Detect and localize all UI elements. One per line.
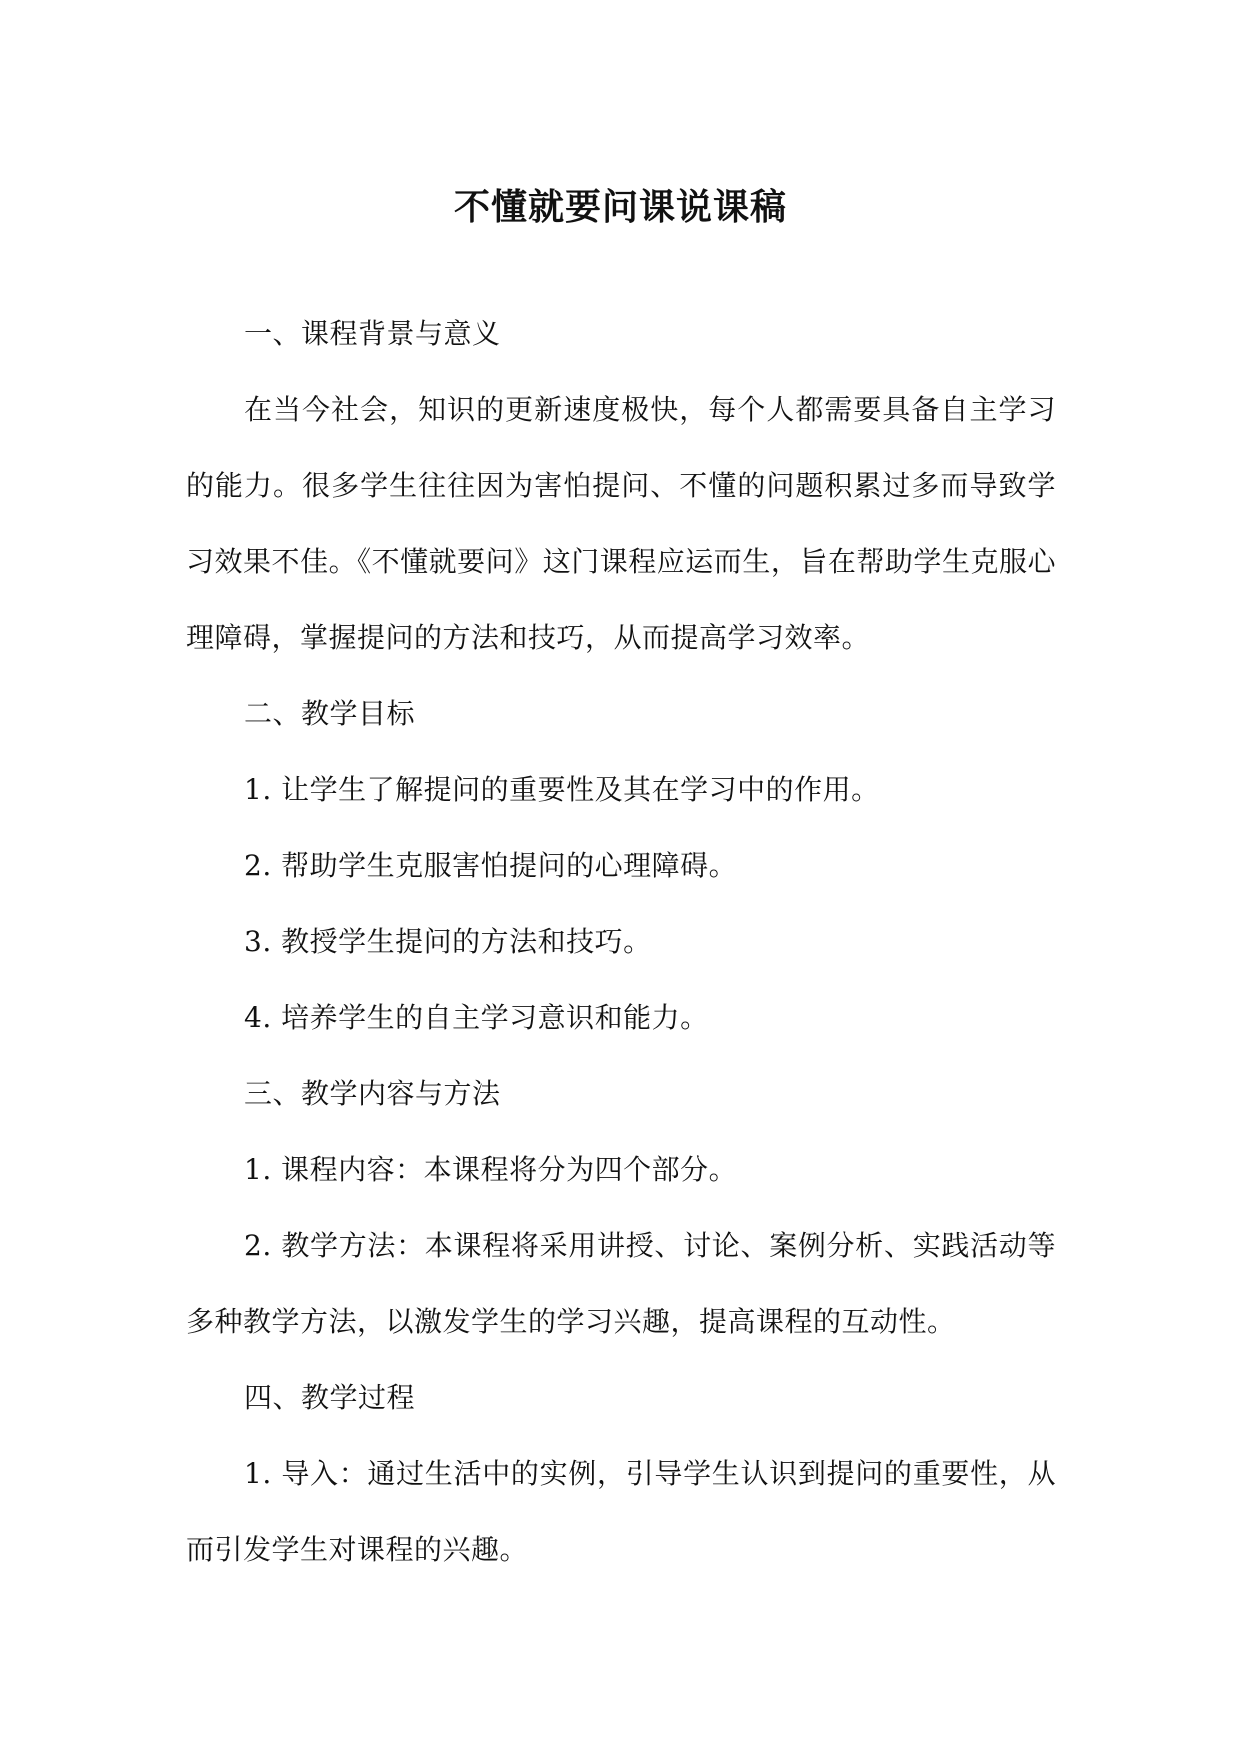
section-heading-content-methods: 三、教学内容与方法 xyxy=(244,1077,501,1110)
section-heading-background: 一、课程背景与意义 xyxy=(244,317,501,350)
list-item: 4. 培养学生的自主学习意识和能力。 xyxy=(244,1001,709,1034)
section-heading-process: 四、教学过程 xyxy=(244,1381,416,1414)
list-item: 1. 让学生了解提问的重要性及其在学习中的作用。 xyxy=(244,773,880,806)
document-title: 不懂就要问课说课稿 xyxy=(453,187,787,228)
document-body xyxy=(186,296,1056,1588)
section-heading-objectives: 二、教学目标 xyxy=(244,697,416,730)
paragraph-background: 在当今社会，知识的更新速度极快，每个人都需要具备自主学习的能力。很多学生往往因为害怕提问、不懂的问题积累过多而导致学习效果不佳。《不懂就要问》这门课程应运而生，旨在帮助学生克服心理障碍，掌握提问的方法和技巧，从而提高学习效率。 xyxy=(186,393,1056,654)
list-item: 1. 课程内容：本课程将分为四个部分。 xyxy=(244,1153,738,1186)
list-item: 2. 帮助学生克服害怕提问的心理障碍。 xyxy=(244,849,738,882)
list-item: 3. 教授学生提问的方法和技巧。 xyxy=(244,925,652,958)
list-item: 1. 导入：通过生活中的实例，引导学生认识到提问的重要性，从而引发学生对课程的兴趣。 xyxy=(186,1457,1056,1566)
list-item: 2. 教学方法：本课程将采用讲授、讨论、案例分析、实践活动等多种教学方法，以激发学生的学习兴趣，提高课程的互动性。 xyxy=(186,1229,1056,1338)
